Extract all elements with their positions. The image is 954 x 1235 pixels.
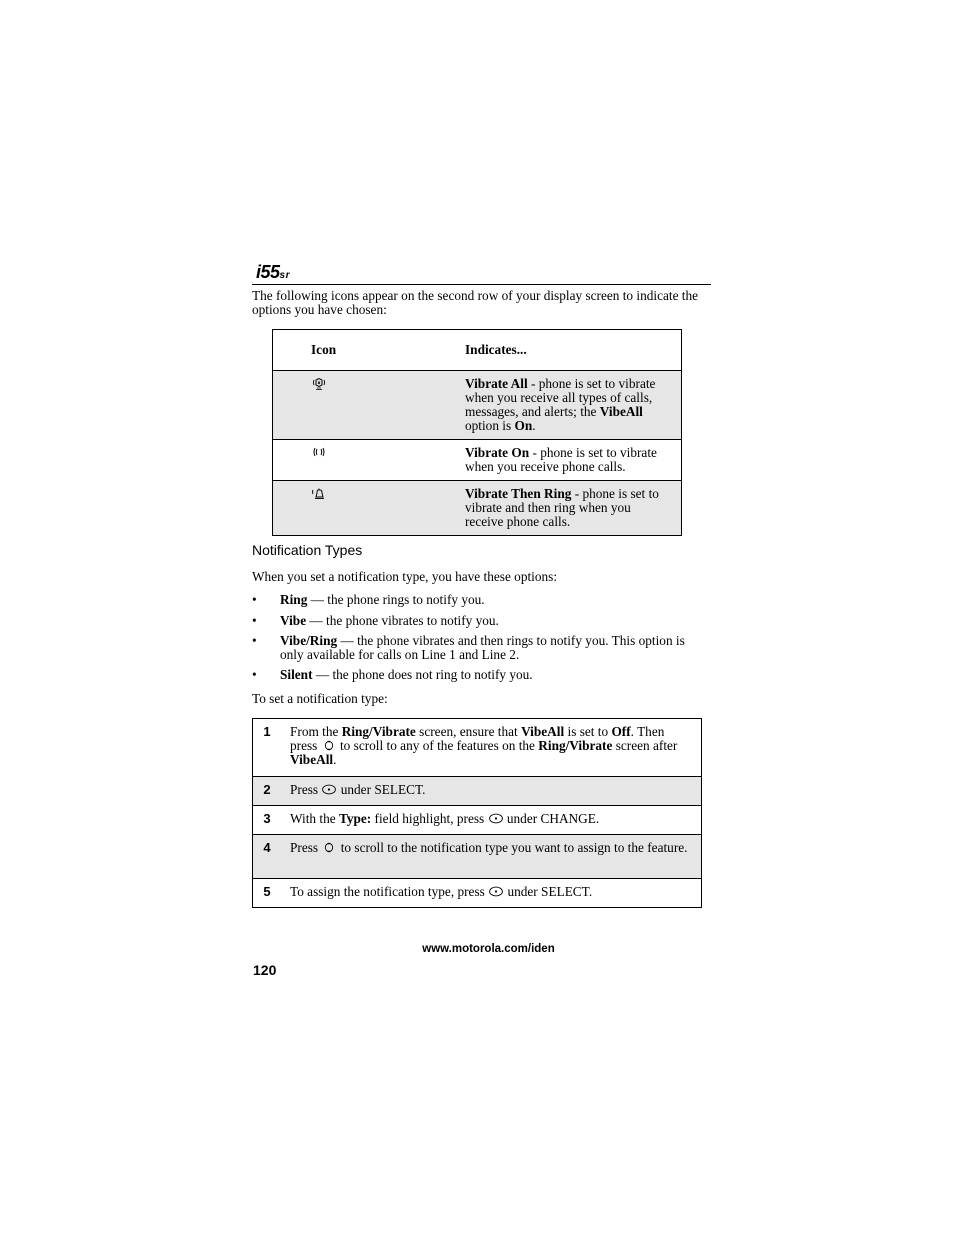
step-number: 2 [253,777,282,806]
options-intro: When you set a notification type, you have these options: [252,569,558,584]
bullet-icon: • [252,633,257,648]
select-key-icon [488,886,504,897]
steps-intro: To set a notification type: [252,691,388,706]
footer-url: www.motorola.com/iden [422,943,555,955]
bullet-icon: • [252,592,257,607]
step-number: 4 [253,835,282,879]
bullet-icon: • [252,667,257,682]
scroll-up-down-key-icon [321,740,337,751]
header-rule [252,284,711,285]
page-number: 120 [253,962,277,978]
vibrate-all-icon [311,377,327,391]
table-row: Vibrate On - phone is set to vibrate when you receive phone calls. [273,440,682,481]
intro-paragraph: The following icons appear on the second row of your display screen to indicate the options you have chosen: [252,288,699,317]
icon-table-header [273,330,682,371]
step-number: 5 [253,879,282,908]
select-key-icon [488,813,504,824]
steps-table [252,718,702,908]
select-key-icon [321,784,337,795]
table-row: 3 With the Type: field highlight, press under CHANGE. [253,806,702,835]
product-logo: i55sr [256,262,290,282]
table-row: 1 From the Ring/Vibrate screen, ensure that VibeAll is set to Off. Then press to scroll to any of the features on the Ring/Vibrate screen after VibeAll. [253,719,702,777]
table-row: Vibrate Then Ring - phone is set to vibrate and then ring when you receive phone calls. [273,481,682,536]
step-number: 3 [253,806,282,835]
section-title: Notification Types [252,542,363,558]
column-header-icon: Icon [273,330,466,371]
step-number: 1 [253,719,282,777]
scroll-up-down-key-icon [321,842,337,853]
table-row: 2 Press under SELECT. [253,777,702,806]
icon-table [272,329,682,536]
vibrate-then-ring-icon [311,487,327,501]
table-row: 4 Press to scroll to the notification type you want to assign to the feature. [253,835,702,879]
table-row: 5 To assign the notification type, press under SELECT. [253,879,702,908]
column-header-indicates: Indicates... [465,330,682,371]
bullet-icon: • [252,613,257,628]
vibrate-on-icon [311,446,327,460]
table-row: Vibrate All - phone is set to vibrate when you receive all types of calls, messages, and alerts; the VibeAll option is On. [273,371,682,440]
